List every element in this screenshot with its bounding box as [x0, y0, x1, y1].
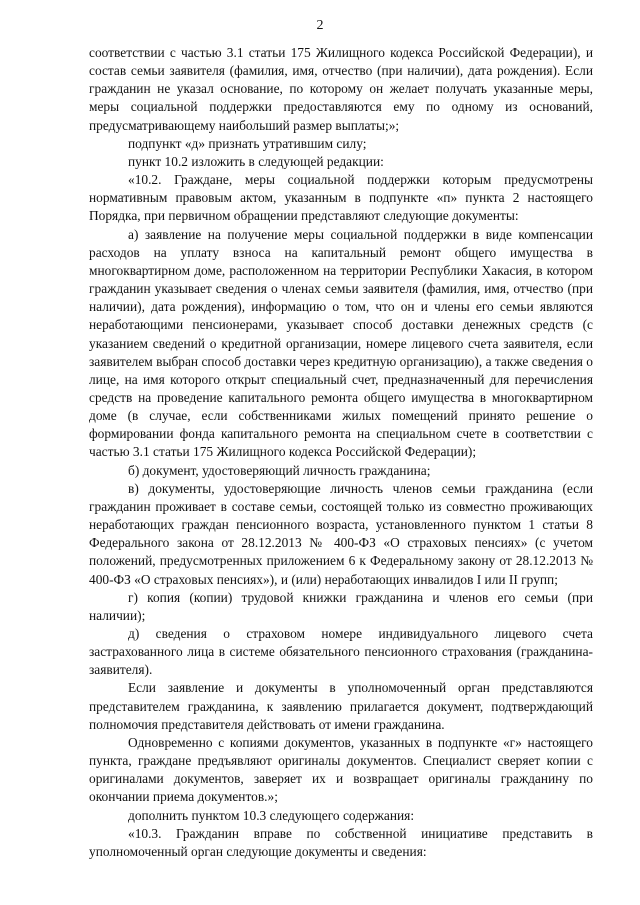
paragraph-item-10-2: «10.2. Граждане, меры социальной поддержки которым предусмотрены нормативным правовым актом, указанным в подпункте «п» пункта 2 настоящего Порядка, при первичном обращении представляют следующие документы:: [89, 172, 593, 224]
paragraph-item-10-2-intro: пункт 10.2 изложить в следующей редакции:: [128, 153, 384, 169]
paragraph-subitem-a: а) заявление на получение меры социальной поддержки в виде компенсации расходов на уплату взноса на капитальный ремонт общего имущества в многоквартирном доме, расположенном на территории Республики Хакасия, в котором гражданин указывает сведения о членах семьи заявителя (фамилия, имя, отчество (при наличии), дата рождения), информацию о том, что он и члены его семьи являются неработающими пенсионерами, указывает способ доставки денежных средств (с указанием сведений о кредитной организации, номере лицевого счета заявителя, если заявителем выбран способ доставки через кредитную организацию), а также сведения о лице, на имя которого открыт специальный счет, предназначенный для перечисления средств на проведение капитального ремонта общего имущества в многоквартирном доме (в случае, если собственниками жилых помещений принято решение о формировании фонда капитального ремонта на специальном счете в соответствии с частью 3.1 статьи 175 Жилищного кодекса Российской Федерации);: [89, 226, 593, 460]
paragraph-subitem-d-void: подпункт «д» признать утратившим силу;: [128, 135, 367, 151]
paragraph-representative: Если заявление и документы в уполномоченный орган представляются представителем гражданина, к заявлению прилагается документ, подтверждающий полномочия представителя действовать от имени гражданина.: [89, 680, 593, 732]
paragraph-subitem-d: д) сведения о страховом номере индивидуального лицевого счета застрахованного лица в системе обязательного пенсионного страхования (гражданина-заявителя).: [89, 626, 593, 678]
paragraph-add-item-10-3: дополнить пунктом 10.3 следующего содержания:: [128, 807, 415, 823]
paragraph-subitem-b: б) документ, удостоверяющий личность гражданина;: [128, 462, 431, 478]
paragraph-continuation: соответствии с частью 3.1 статьи 175 Жилищного кодекса Российской Федерации), и состав семьи заявителя (фамилия, имя, отчество (при наличии), дата рождения). Если гражданин не указал основание, по которому он желает получать указанные меры, меры социальной поддержки предоставляются ему по одному из оснований, предусматривающему наибольший размер выплаты;»;: [89, 45, 593, 133]
document-body: [89, 44, 593, 861]
page-number: 2: [316, 18, 324, 33]
paragraph-originals: Одновременно с копиями документов, указанных в подпункте «г» настоящего пункта, граждане предъявляют оригиналы документов. Специалист сверяет копии с оригиналами документов, заверяет их и возвращает оригиналы гражданину по окончании приема документов.»;: [89, 734, 593, 805]
paragraph-subitem-v: в) документы, удостоверяющие личность членов семьи гражданина (если гражданин проживает в составе семьи, состоящей только из совместно проживающих неработающих граждан пенсионного возраста, установленного пунктом 1 статьи 8 Федерального закона от 28.12.2013 № 400-ФЗ «О страховых пенсиях» (с учетом положений, предусмотренных приложением 6 к Федеральному закону от 28.12.2013 № 400-ФЗ «О страховых пенсиях»), и (или) неработающих инвалидов I или II групп;: [89, 480, 593, 587]
paragraph-item-10-3: «10.3. Гражданин вправе по собственной инициативе представить в уполномоченный орган следующие документы и сведения:: [89, 825, 593, 859]
paragraph-subitem-g: г) копия (копии) трудовой книжки гражданина и членов его семьи (при наличии);: [89, 589, 593, 623]
